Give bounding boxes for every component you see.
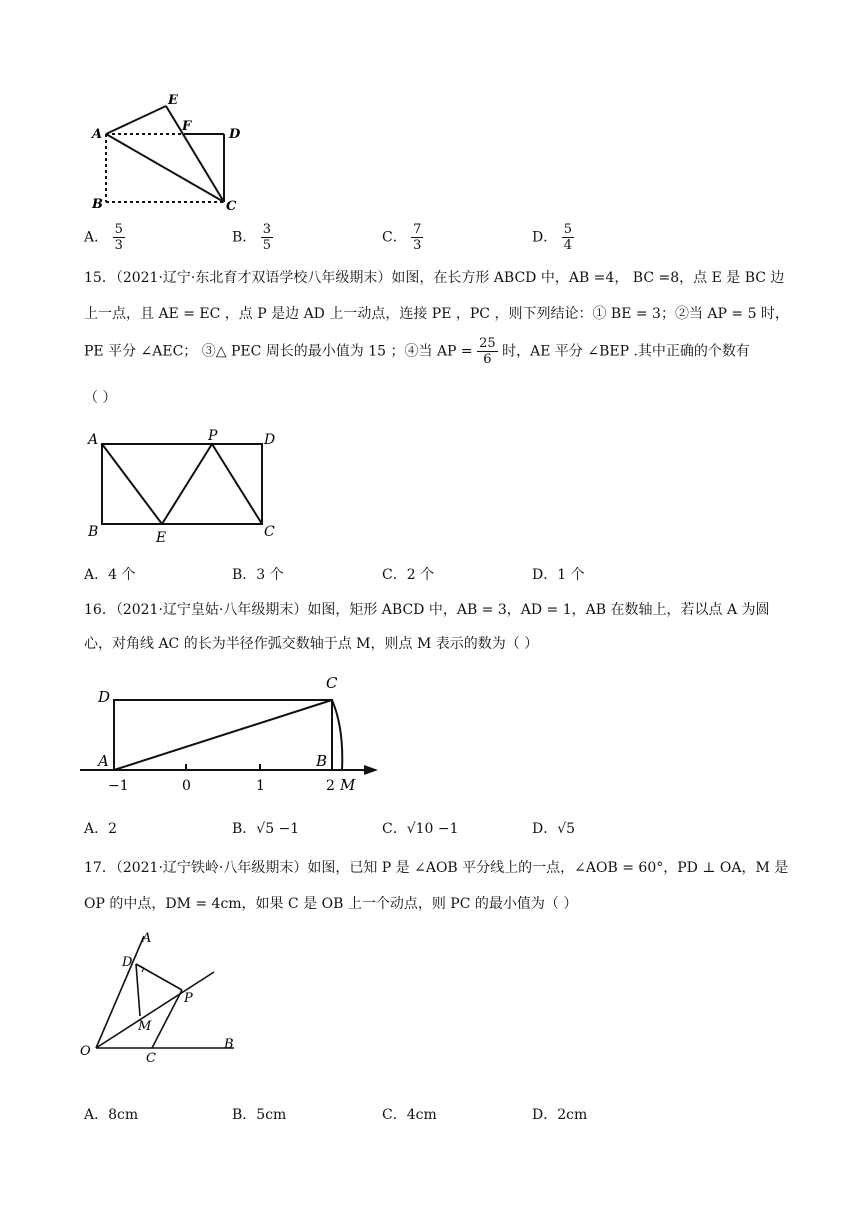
q14-option-d: D． $\frac{5}{4}$: [532, 222, 572, 253]
q15-label-e: E: [156, 530, 167, 546]
q16-label-m: M: [340, 776, 356, 790]
q14-option-c-frac: $\frac{7}{3}$: [413, 222, 422, 253]
q14-ae: [106, 106, 166, 134]
q16-option-d: D．√5: [532, 821, 576, 837]
q14-label-a: A: [92, 127, 103, 142]
q14-option-a-frac: $\frac{5}{3}$: [114, 222, 123, 253]
q15-ep: [162, 444, 212, 524]
q16-option-c: C．√10 −1: [382, 821, 459, 837]
q15-figure: [84, 426, 284, 548]
q15-line-3: PE 平分 ∠AEC； ③△ PEC 周长的最小值为 15 ；④当 AP = $\frac{25}{6}$ 时，AE 平分 ∠BEP .其中正确的个数有: [84, 336, 750, 367]
q17-option-c: C．4cm: [382, 1107, 437, 1123]
q17-option-a: A．8cm: [84, 1107, 139, 1123]
q16-label-c: C: [326, 674, 338, 692]
q14-ec: [166, 106, 224, 202]
q16-line-2: 心，对角线 AC 的长为半径作弧交数轴于点 M，则点 M 表示的数为（ ）: [84, 636, 539, 652]
q15-line-1: 15．（2021·辽宁·东北育才双语学校八年级期末）如图，在长方形 ABCD 中，AB =4， BC =8，点 E 是 BC 边: [84, 270, 785, 286]
q17-figure: [78, 928, 248, 1062]
q17-option-d: D．2cm: [532, 1107, 588, 1123]
q14-label-c: C: [226, 199, 237, 214]
q15-label-a: A: [88, 432, 99, 448]
q16-option-a: A．2: [84, 821, 118, 837]
q15-label-b: B: [88, 524, 99, 540]
q15-option-d: D．1 个: [532, 567, 585, 583]
q14-label-d: D: [229, 127, 241, 142]
q17-ray-oa: [96, 936, 144, 1048]
q15-label-p: P: [208, 428, 218, 444]
q16-diagonal-ac: [114, 700, 332, 770]
q15-line-2: 上一点，且 AE = EC ，点 P 是边 AD 上一动点，连接 PE ，PC ，则下列结论：① BE = 3；②当 AP = 5 时，: [84, 306, 789, 322]
q15-frac-25-6: $\frac{25}{6}$: [479, 336, 496, 367]
q16-tick-label-2: 2: [326, 778, 335, 790]
q14-label-b: B: [92, 197, 103, 212]
q14-option-a: A． $\frac{5}{3}$: [84, 222, 123, 253]
q17-pc: [152, 990, 182, 1048]
q17-label-b: B: [224, 1037, 234, 1052]
q14-option-b: B． $\frac{3}{5}$: [232, 222, 272, 253]
q17-label-d: D: [122, 955, 133, 970]
q16-tick-label-1: 1: [256, 778, 265, 790]
q16-option-b: B．√5 −1: [232, 821, 300, 837]
q16-tick-label-neg1: −1: [108, 778, 129, 790]
q16-line-1: 16．（2021·辽宁皇姑·八年级期末）如图，矩形 ABCD 中，AB = 3，AD = 1，AB 在数轴上，若以点 A 为圆: [84, 602, 770, 618]
q15-option-a: A．4 个: [84, 567, 136, 583]
q17-label-o: O: [80, 1044, 91, 1059]
q14-label-f: F: [182, 119, 192, 134]
q14-label-e: E: [168, 93, 178, 108]
q14-figure: [84, 86, 254, 216]
q16-figure: [78, 670, 388, 790]
q14-ac: [106, 134, 224, 202]
q14-option-d-frac: $\frac{5}{4}$: [563, 222, 572, 253]
q16-arc: [332, 700, 342, 770]
q17-line-1: 17．（2021·辽宁铁岭·八年级期末）如图，已知 P 是 ∠AOB 平分线上的一点，∠AOB = 60°，PD ⊥ OA，M 是: [84, 860, 789, 876]
q17-bisector: [96, 972, 214, 1048]
q17-label-c: C: [146, 1051, 156, 1062]
q15-ae: [102, 444, 162, 524]
q16-label-a: A: [98, 752, 109, 770]
q15-option-c: C．2 个: [382, 567, 435, 583]
q15-pc: [212, 444, 262, 524]
q15-label-c: C: [264, 524, 275, 540]
q16-label-d: D: [98, 688, 111, 706]
q16-axis-arrow: [364, 765, 378, 775]
q15-line-4: （ ）: [84, 390, 117, 406]
q16-tick-label-0: 0: [182, 778, 191, 790]
q17-label-m: M: [138, 1019, 152, 1034]
q14-option-c: C． $\frac{7}{3}$: [382, 222, 422, 253]
q17-dm: [136, 964, 140, 1016]
q17-label-p: P: [184, 991, 193, 1006]
q17-line-2: OP 的中点，DM = 4cm，如果 C 是 OB 上一个动点，则 PC 的最小值为（ ）: [84, 896, 578, 912]
q15-label-d: D: [264, 432, 276, 448]
q16-label-b: B: [316, 752, 328, 770]
q14-option-b-frac: $\frac{3}{5}$: [262, 222, 272, 253]
q17-label-a: A: [142, 931, 152, 946]
q17-option-b: B．5cm: [232, 1107, 287, 1123]
q15-option-b: B．3 个: [232, 567, 284, 583]
